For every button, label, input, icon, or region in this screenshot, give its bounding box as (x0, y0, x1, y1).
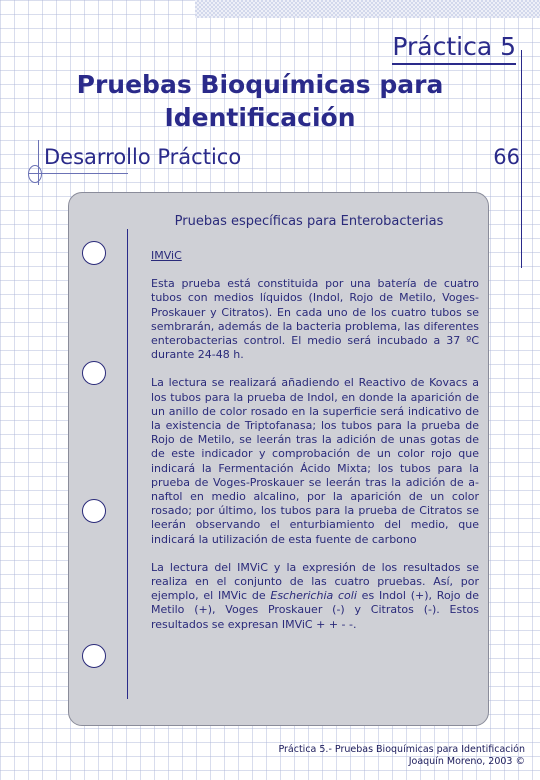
card-heading: Pruebas específicas para Enterobacterias (174, 214, 444, 229)
punch-hole (82, 241, 106, 265)
species-name: Escherichia coli (270, 589, 357, 603)
footer (278, 744, 525, 768)
card-margin-rule (127, 229, 128, 699)
page-title-line-1: Pruebas Bioquímicas para (76, 70, 444, 99)
punch-hole (82, 361, 106, 385)
paragraph-reading: La lectura se realizará añadiendo el Reactivo de Kovacs a los tubos para la prueba de Indol, en donde la aparición de un anillo de color rosado en la superficie será indicativo de la existencia de Triptofanasa; los tubos para la prueba de Rojo de Metilo, se leerán tras la adición de unas gotas de de este indicador y comprobación de un color rojo que indicará la Fermentación Ácido Mixta; los tubos para la prueba de Voges-Proskauer se leerán tras la adición de a-naftol en medio alcalino, por la aparición de un color rosado; por último, los tubos para la prueba de Citratos se leerán observando el enturbiamiento del medio, que indicará la utilización de esta fuente de carbono (151, 376, 479, 546)
section-title: Desarrollo Práctico (44, 145, 242, 169)
binder-ring-decoration (28, 165, 42, 183)
paragraph-description: Esta prueba está constituida por una batería de cuatro tubos con medios líquidos (Indol, Rojo de Metilo, Voges-Proskauer y Citratos). En cada uno de los cuatro tubos se sembrarán, además de la bacteria problema, las diferentes enterobacterias control. El medio será incubado a 37 ºC durante 24-48 h. (151, 277, 479, 362)
page-number: 66 (493, 145, 520, 169)
top-decorative-band (195, 0, 540, 18)
punch-hole (82, 499, 106, 523)
paragraph-results (151, 561, 479, 632)
paragraph-results-text-2: es Indol (+), Rojo de Metilo (+), Voges Proskauer (-) y Citratos (-). Estos resultados se expresan IMViC + + - -. (151, 589, 479, 631)
card-content (151, 249, 479, 646)
punch-hole (82, 644, 106, 668)
page-title (60, 68, 460, 134)
right-vertical-rule (521, 50, 522, 268)
footer-author: Joaquín Moreno, 2003 © (408, 756, 525, 767)
practice-title: Práctica 5 (392, 32, 516, 65)
subheading-imvic: IMViC (151, 249, 182, 262)
page-title-line-2: Identificación (164, 103, 356, 132)
left-horizontal-rule (28, 173, 128, 174)
content-card (68, 192, 489, 726)
paragraph-results-text-1: La lectura del IMViC y la expresión de los resultados se realiza en el conjunto de las cuatro pruebas. Así, por ejemplo, el IMVic de (151, 560, 479, 603)
footer-title: Práctica 5.- Pruebas Bioquímicas para Identificación (278, 744, 525, 755)
